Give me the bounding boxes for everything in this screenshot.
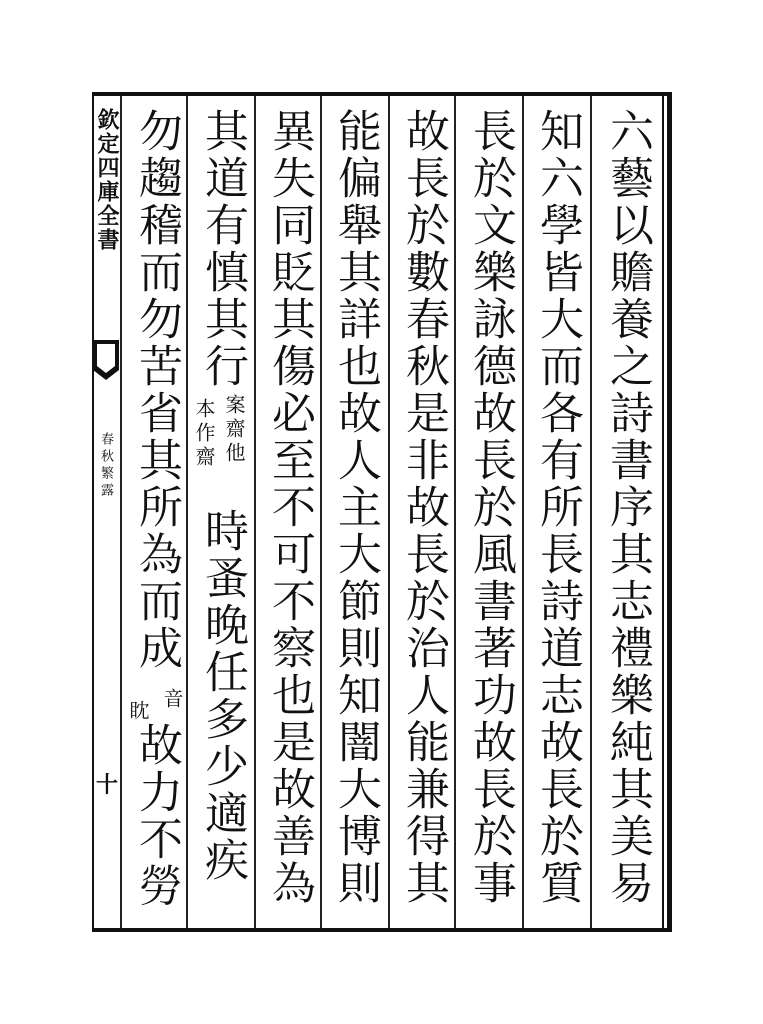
column-divider <box>120 96 122 928</box>
book-title: 欽定四庫全書 <box>94 108 120 252</box>
column-text: 其道有慎其行 <box>197 108 248 390</box>
column-text: 長於文樂詠德故長於風書著功故長於事 <box>465 108 516 907</box>
text-column-6 <box>260 108 318 916</box>
column-text: 故長於數春秋是非故長於治人能兼得其 <box>398 108 449 907</box>
column-text: 時蚤晚任多少適疾 <box>197 508 248 884</box>
annotation-right: 音 <box>160 688 184 712</box>
column-divider <box>522 96 524 928</box>
column-divider <box>388 96 390 928</box>
text-column-4 <box>394 108 452 916</box>
frame-inner-line <box>662 96 664 928</box>
column-text: 勿趨稽而勿苦省其所為而成 <box>131 108 182 672</box>
text-column-7-tail <box>193 508 251 918</box>
column-divider <box>186 96 188 928</box>
text-column-1 <box>598 108 656 916</box>
annotation-right: 案齋他 <box>222 394 246 466</box>
text-column-5 <box>326 108 384 916</box>
column-text: 知六學皆大而各有所長詩道志故長於質 <box>532 108 583 907</box>
annotation-left: 眈 <box>126 700 150 724</box>
column-text: 六藝以贍養之詩書序其志禮樂純其美易 <box>602 108 653 907</box>
text-column-2 <box>528 108 586 916</box>
column-divider <box>454 96 456 928</box>
section-title: 春秋繁露 <box>98 432 113 500</box>
text-column-8-tail <box>127 722 185 918</box>
column-text: 異失同貶其傷必至不可不察也是故善為 <box>264 108 315 907</box>
annotation-left: 本作齋 <box>192 398 216 470</box>
column-divider <box>590 96 592 928</box>
text-column-3 <box>461 108 519 916</box>
column-text: 故力不勞 <box>131 722 182 910</box>
text-column-7-head <box>193 108 251 398</box>
text-column-8-head <box>127 108 185 700</box>
page-number: 十 <box>96 772 119 798</box>
column-divider <box>254 96 256 928</box>
column-divider <box>320 96 322 928</box>
column-text: 能偏舉其詳也故人主大節則知闇大博則 <box>330 108 381 907</box>
fishtail-mark-icon <box>93 340 119 380</box>
